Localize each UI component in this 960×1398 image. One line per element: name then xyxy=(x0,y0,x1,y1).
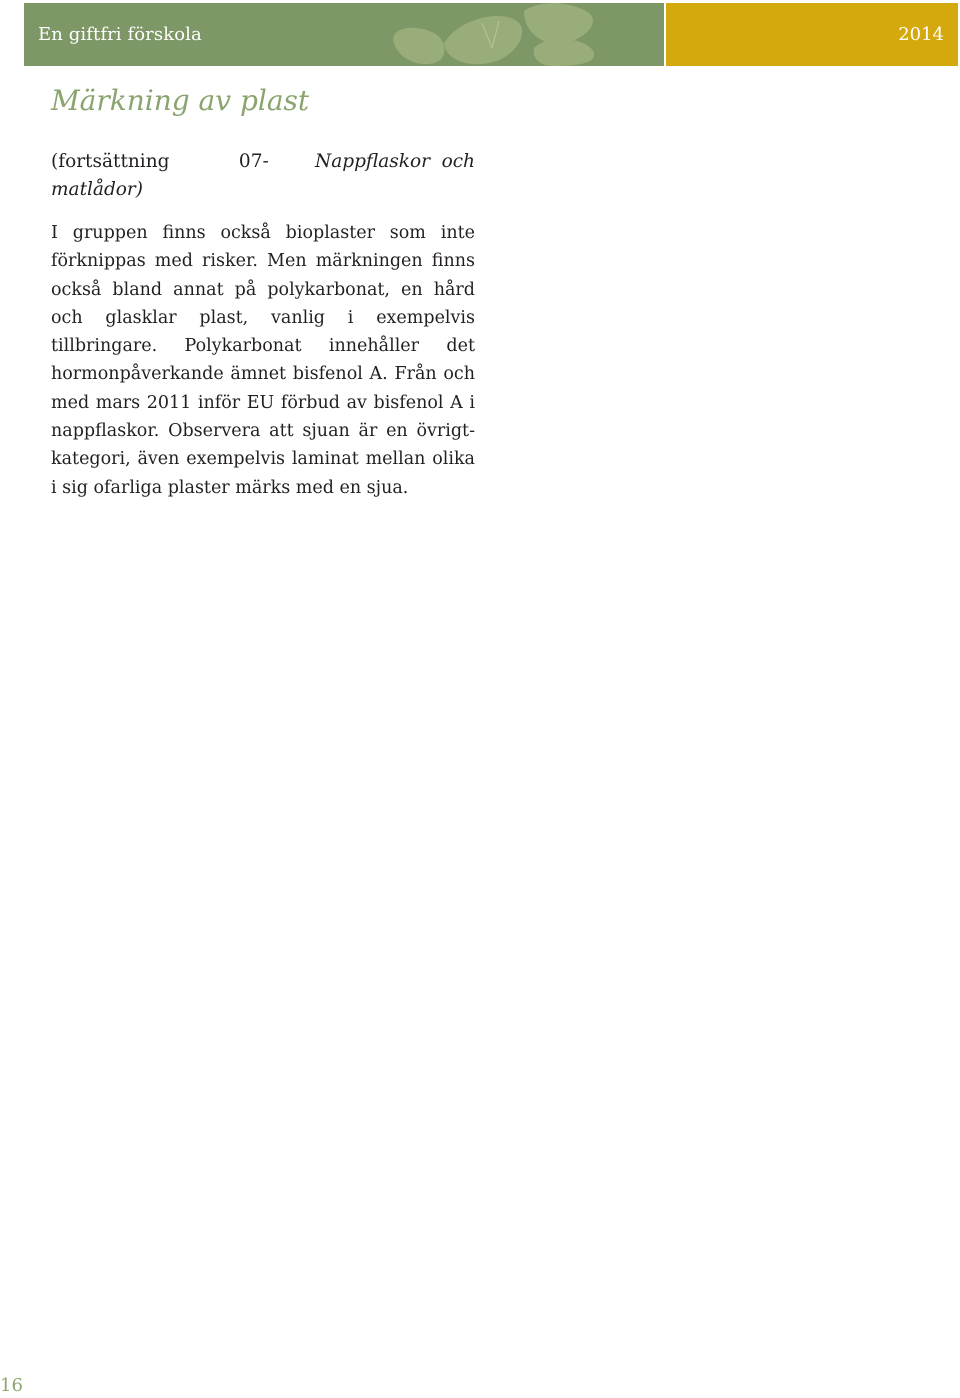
subheading xyxy=(51,148,475,204)
header-year-banner xyxy=(666,3,958,66)
header-banner xyxy=(24,3,664,66)
butterfly-decoration-icon xyxy=(374,3,664,66)
document-title: En giftfri förskola xyxy=(38,24,202,45)
section-title: Märkning av plast xyxy=(51,84,310,117)
page-number: 16 xyxy=(0,1375,23,1396)
subheading-number: 07- xyxy=(238,151,269,172)
body-paragraph: I gruppen finns också bioplaster som inte förknippas med risker. Men märkningen finns också bland annat på polykarbonat, en hård och glasklar plast, vanlig i exempelvis tillbringare. Polykarbonat innehåller det hormonpåverkande ämnet bisfenol A. Från och med mars 2011 inför EU förbud av bisfenol A i nappflaskor. Observera att sjuan är en övrigt-kategori, även exempelvis laminat mellan olika i sig ofarliga plaster märks med en sjua. xyxy=(51,223,475,498)
header-year: 2014 xyxy=(898,24,944,45)
subheading-italic: Nappflaskor och matlådor) xyxy=(51,151,475,200)
subheading-prefix: (fortsättning xyxy=(51,151,170,172)
